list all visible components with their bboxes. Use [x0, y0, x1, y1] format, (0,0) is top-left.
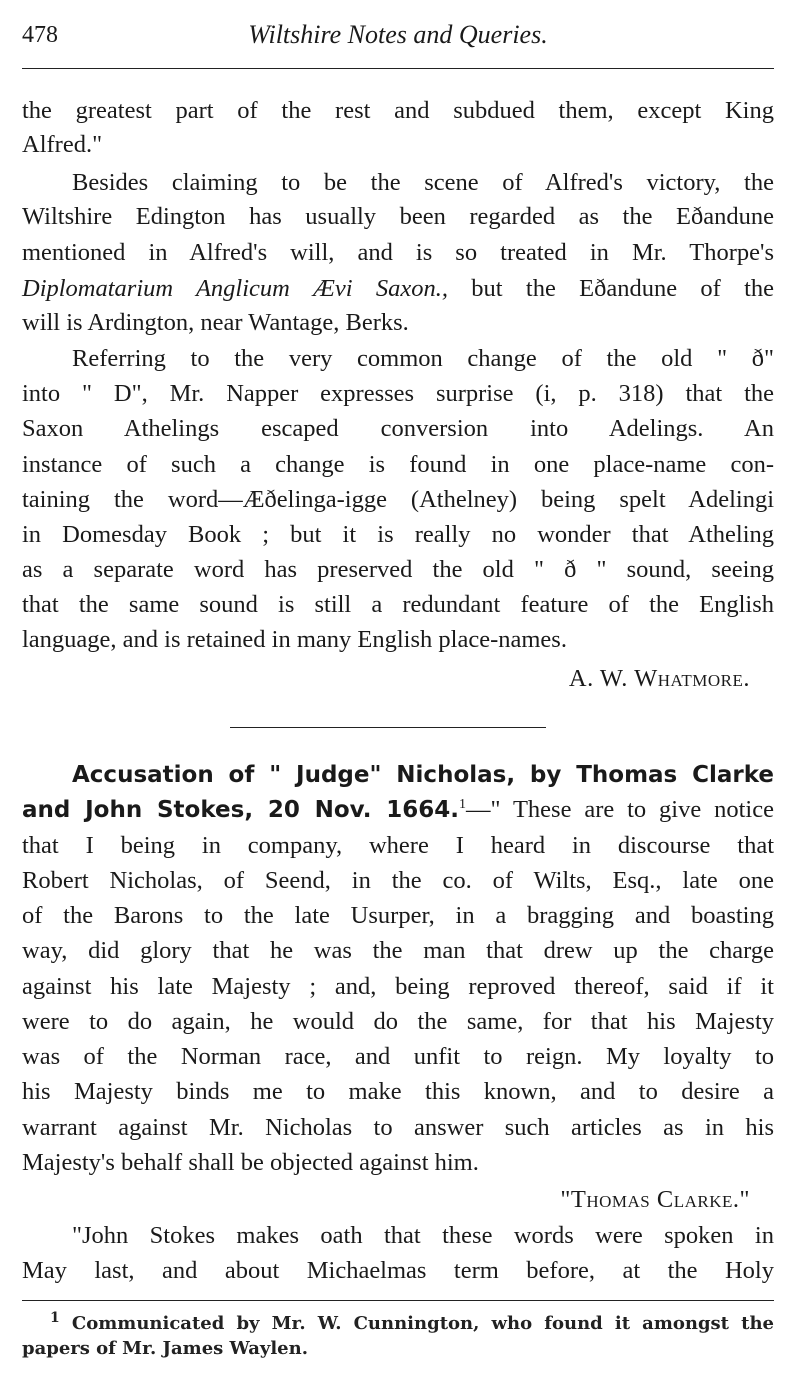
running-title: Wiltshire Notes and Queries. — [248, 20, 548, 49]
text-line: the greatest part of the rest and subdued them, except King — [22, 97, 774, 124]
text-span: —" These are to give notice — [466, 796, 774, 823]
text-line: way, did glory that he was the man that drew up the charge — [22, 937, 774, 964]
footnote-marker: 1 — [459, 796, 467, 812]
text-line: into " D", Mr. Napper expresses surprise (i, p. 318) that the — [22, 380, 774, 407]
text-line: Robert Nicholas, of Seend, in the co. of Wilts, Esq., late one — [22, 867, 774, 894]
text-line: will is Ardington, near Wantage, Berks. — [22, 309, 409, 336]
article-heading: and John Stokes, 20 Nov. 1664. — [22, 797, 460, 823]
text-line — [22, 793, 774, 827]
footnote-marker: 1 — [50, 1310, 60, 1326]
text-line: Saxon Athelings escaped conversion into Adelings. An — [22, 415, 774, 442]
text-line: warrant against Mr. Nicholas to answer such articles as in his — [22, 1114, 774, 1141]
text-line: were to do again, he would do the same, for that his Majesty — [22, 1008, 774, 1035]
footnote-line: papers of Mr. James Waylen. — [22, 1338, 308, 1359]
text-line: instance of such a change is found in one place-name con- — [22, 451, 774, 478]
text-line: in Domesday Book ; but it is really no wonder that Atheling — [22, 521, 774, 548]
text-line: his Majesty binds me to make this known, and to desire a — [22, 1078, 774, 1105]
signature: A. W. Whatmore. — [568, 665, 750, 692]
article-heading: Accusation of " Judge" Nicholas, by Thomas Clarke — [72, 762, 774, 788]
text-line: "John Stokes makes oath that these words were spoken in — [72, 1222, 774, 1249]
text-line: of the Barons to the late Usurper, in a bragging and boasting — [22, 902, 774, 929]
text-line: was of the Norman race, and unfit to reign. My loyalty to — [22, 1043, 774, 1070]
text-line: that I being in company, where I heard in discourse that — [22, 832, 774, 859]
text-line: language, and is retained in many English place-names. — [22, 626, 567, 653]
text-line: Besides claiming to be the scene of Alfred's victory, the — [72, 169, 774, 196]
section-divider — [230, 727, 546, 728]
text-span: but the Eðandune of the — [448, 275, 775, 302]
text-line: against his late Majesty ; and, being reproved thereof, said if it — [22, 973, 774, 1000]
text-line: May last, and about Michaelmas term before, at the Holy — [22, 1257, 774, 1284]
italic-title: Diplomatarium Anglicum Ævi Saxon., — [22, 275, 449, 302]
text-line: mentioned in Alfred's will, and is so treated in Mr. Thorpe's — [22, 239, 774, 266]
text-line: Referring to the very common change of the old " ð" — [72, 345, 774, 372]
header-rule — [22, 68, 774, 69]
page-number: 478 — [22, 22, 58, 48]
signature: "Thomas Clarke." — [560, 1186, 750, 1213]
text-line: Majesty's behalf shall be objected against him. — [22, 1149, 479, 1176]
footnote-line — [50, 1312, 774, 1336]
text-line: taining the word—Æðelinga-igge (Athelney) being spelt Adelingi — [22, 486, 774, 513]
text-line — [22, 272, 774, 306]
text-line: Alfred." — [22, 131, 103, 158]
footnote-text: Communicated by Mr. W. Cunnington, who found it amongst the — [71, 1313, 774, 1334]
text-line: as a separate word has preserved the old " ð " sound, seeing — [22, 556, 774, 583]
text-line: Wiltshire Edington has usually been regarded as the Eðandune — [22, 203, 774, 230]
text-line: that the same sound is still a redundant feature of the English — [22, 591, 774, 618]
footnote-rule — [22, 1300, 774, 1301]
page-header — [22, 18, 774, 58]
